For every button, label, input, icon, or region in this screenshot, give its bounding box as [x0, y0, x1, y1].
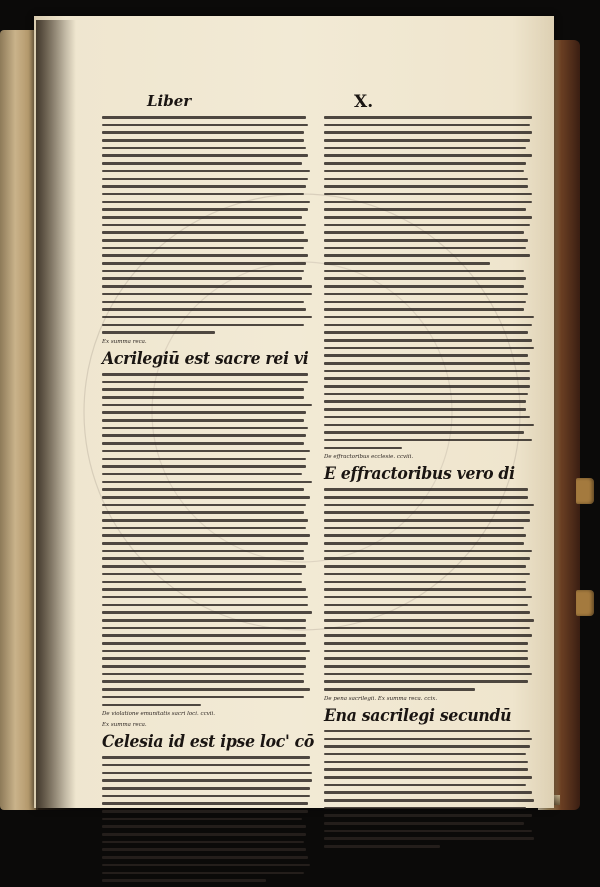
text-line: [102, 442, 304, 445]
text-line: [324, 761, 528, 764]
text-line: [324, 247, 526, 250]
text-line: [102, 396, 304, 399]
text-line: [324, 239, 528, 242]
text-line: [102, 534, 310, 537]
text-line: [324, 116, 532, 119]
text-line: [324, 837, 534, 840]
text-line: [102, 604, 308, 607]
text-line: [102, 247, 304, 250]
text-line: [324, 588, 526, 591]
text-line: [324, 393, 528, 396]
text-line: [102, 147, 306, 150]
text-line: [102, 216, 302, 219]
rubric-line: [102, 711, 312, 718]
text-line: [102, 596, 308, 599]
text-line: [324, 124, 530, 127]
text-line: [102, 802, 308, 805]
text-line: [102, 388, 304, 391]
text-line: [324, 270, 524, 273]
page-header-folio: X.: [354, 92, 374, 112]
text-line: [324, 308, 524, 311]
text-paragraph: [324, 270, 534, 449]
text-line: [324, 688, 475, 691]
text-line: [324, 208, 526, 211]
text-line: [102, 688, 310, 691]
text-line: [324, 730, 530, 733]
text-line: [102, 285, 312, 288]
text-line: [102, 496, 310, 499]
chapter-heading: [324, 707, 534, 726]
text-line: [102, 864, 310, 867]
text-line: [102, 841, 304, 844]
text-line: [324, 162, 526, 165]
text-line: [324, 185, 528, 188]
text-line: [324, 178, 528, 181]
heading-text: Ena sacrilegi secundū: [324, 705, 512, 726]
rubric-line: [102, 339, 312, 346]
text-line: [324, 193, 532, 196]
rubric-text: Ex summa reca.: [102, 338, 147, 345]
right-text-column: [324, 116, 534, 853]
text-line: [102, 650, 310, 653]
text-line: [324, 557, 530, 560]
text-line: [324, 262, 490, 265]
rubric-text: Ex summa reca.: [102, 722, 147, 729]
bookmark-tab: [576, 590, 594, 616]
text-line: [102, 573, 302, 576]
text-line: [324, 170, 524, 173]
text-line: [324, 650, 528, 653]
text-paragraph: [102, 756, 312, 882]
text-line: [102, 293, 312, 296]
text-line: [324, 830, 532, 833]
text-line: [324, 347, 534, 350]
text-line: [102, 634, 306, 637]
text-line: [324, 277, 526, 280]
text-line: [324, 339, 532, 342]
text-line: [102, 696, 304, 699]
text-line: [324, 673, 532, 676]
text-line: [324, 604, 528, 607]
text-line: [102, 208, 308, 211]
text-line: [324, 642, 528, 645]
text-line: [102, 450, 310, 453]
text-line: [102, 185, 306, 188]
text-line: [324, 814, 532, 817]
text-line: [102, 779, 312, 782]
text-line: [102, 680, 304, 683]
text-line: [102, 154, 308, 157]
page-header-liber: Liber: [147, 92, 192, 110]
text-line: [102, 879, 266, 882]
text-line: [102, 224, 306, 227]
text-line: [102, 764, 310, 767]
text-line: [102, 427, 308, 430]
text-line: [102, 373, 308, 376]
text-line: [324, 845, 440, 848]
spine-shadow: [36, 20, 76, 810]
text-line: [102, 611, 312, 614]
text-line: [324, 822, 524, 825]
heading-text: Celesia id est ipse loc' cō: [102, 732, 315, 753]
text-line: [324, 784, 526, 787]
text-line: [324, 385, 530, 388]
text-line: [102, 588, 306, 591]
text-line: [102, 116, 306, 119]
text-line: [324, 738, 532, 741]
text-line: [324, 201, 532, 204]
text-line: [324, 799, 534, 802]
text-line: [102, 642, 306, 645]
text-line: [102, 308, 306, 311]
text-line: [102, 619, 306, 622]
text-line: [102, 411, 306, 414]
text-line: [102, 162, 302, 165]
rubric-text: De violatione emunitatis sacri loci. ccvii.: [102, 711, 216, 718]
text-paragraph: [324, 116, 534, 265]
text-line: [102, 124, 308, 127]
text-line: [324, 745, 530, 748]
text-line: [102, 756, 310, 759]
text-line: [102, 825, 306, 828]
text-line: [324, 362, 530, 365]
text-line: [102, 565, 306, 568]
text-line: [102, 504, 306, 507]
text-line: [324, 301, 526, 304]
text-line: [102, 277, 302, 280]
text-paragraph: [324, 730, 534, 848]
chapter-heading: [102, 732, 315, 753]
text-line: [324, 634, 532, 637]
text-line: [102, 872, 304, 875]
text-line: [324, 619, 534, 622]
text-line: [324, 224, 530, 227]
text-line: [102, 193, 304, 196]
text-line: [324, 542, 524, 545]
text-line: [324, 447, 402, 450]
rubric-line: [102, 722, 312, 729]
text-line: [102, 473, 302, 476]
text-line: [324, 657, 528, 660]
rubric-text: De pena sacrilegii. Ex summa reca. ccix.: [324, 695, 438, 702]
text-line: [324, 354, 528, 357]
text-line: [102, 239, 308, 242]
left-page-edge: [0, 30, 38, 810]
text-line: [102, 665, 306, 668]
text-line: [324, 504, 534, 507]
rubric-line: [324, 696, 534, 703]
text-line: [324, 527, 524, 530]
text-line: [324, 377, 530, 380]
text-line: [324, 424, 534, 427]
text-line: [102, 527, 306, 530]
text-line: [102, 465, 306, 468]
text-line: [102, 787, 310, 790]
text-line: [102, 381, 308, 384]
text-line: [102, 170, 310, 173]
text-line: [324, 416, 530, 419]
text-line: [102, 458, 306, 461]
text-line: [324, 496, 528, 499]
text-line: [102, 519, 308, 522]
text-line: [324, 231, 524, 234]
text-line: [324, 154, 532, 157]
text-line: [324, 611, 530, 614]
text-line: [324, 680, 528, 683]
text-line: [102, 550, 304, 553]
text-line: [102, 419, 304, 422]
text-line: [324, 511, 530, 514]
left-text-column: [102, 116, 315, 887]
text-line: [102, 557, 304, 560]
text-paragraph: [102, 373, 312, 706]
text-line: [102, 231, 304, 234]
text-line: [102, 481, 312, 484]
heading-text: E effractoribus vero di: [324, 464, 515, 485]
text-line: [102, 316, 312, 319]
text-line: [102, 331, 215, 334]
text-line: [324, 534, 526, 537]
text-paragraph: [324, 488, 534, 690]
bookmark-tab: [576, 478, 594, 504]
text-line: [324, 596, 532, 599]
text-line: [324, 400, 526, 403]
text-line: [102, 810, 308, 813]
text-line: [324, 216, 532, 219]
text-line: [324, 431, 524, 434]
text-line: [324, 807, 526, 810]
text-line: [324, 488, 528, 491]
text-line: [324, 519, 530, 522]
text-line: [324, 147, 526, 150]
text-line: [324, 131, 532, 134]
chapter-heading: [102, 350, 312, 369]
text-line: [102, 704, 201, 707]
text-line: [324, 776, 532, 779]
text-line: [102, 324, 304, 327]
text-line: [102, 542, 308, 545]
rubric-text: De effractoribus ecclesie. ccviii.: [324, 454, 414, 461]
text-line: [102, 848, 306, 851]
text-line: [102, 262, 306, 265]
text-line: [324, 627, 530, 630]
text-line: [324, 581, 526, 584]
text-line: [102, 673, 304, 676]
text-line: [102, 657, 306, 660]
text-line: [324, 565, 526, 568]
text-line: [102, 434, 306, 437]
text-line: [324, 550, 532, 553]
text-line: [324, 753, 526, 756]
text-line: [102, 254, 308, 257]
text-line: [324, 139, 530, 142]
text-line: [324, 573, 530, 576]
text-line: [324, 293, 528, 296]
text-line: [102, 139, 304, 142]
text-line: [324, 324, 532, 327]
text-line: [102, 772, 312, 775]
text-line: [102, 131, 304, 134]
text-line: [102, 856, 308, 859]
book-page: [34, 16, 554, 808]
heading-text: Acrilegiū est sacre rei vi: [102, 348, 309, 369]
text-line: [102, 795, 310, 798]
text-line: [102, 627, 306, 630]
rubric-line: [324, 454, 534, 461]
text-line: [324, 768, 528, 771]
text-line: [324, 316, 534, 319]
text-line: [324, 254, 530, 257]
text-paragraph: [102, 116, 312, 334]
text-line: [102, 201, 310, 204]
text-line: [102, 270, 304, 273]
text-line: [324, 408, 526, 411]
text-line: [324, 331, 528, 334]
text-line: [324, 665, 530, 668]
chapter-heading: [324, 465, 534, 484]
text-line: [324, 439, 532, 442]
text-line: [102, 301, 304, 304]
text-line: [324, 285, 524, 288]
text-line: [102, 488, 304, 491]
text-line: [324, 791, 532, 794]
text-line: [102, 833, 306, 836]
text-line: [324, 370, 530, 373]
text-line: [102, 178, 308, 181]
text-line: [102, 404, 312, 407]
text-line: [102, 581, 302, 584]
text-line: [102, 511, 304, 514]
